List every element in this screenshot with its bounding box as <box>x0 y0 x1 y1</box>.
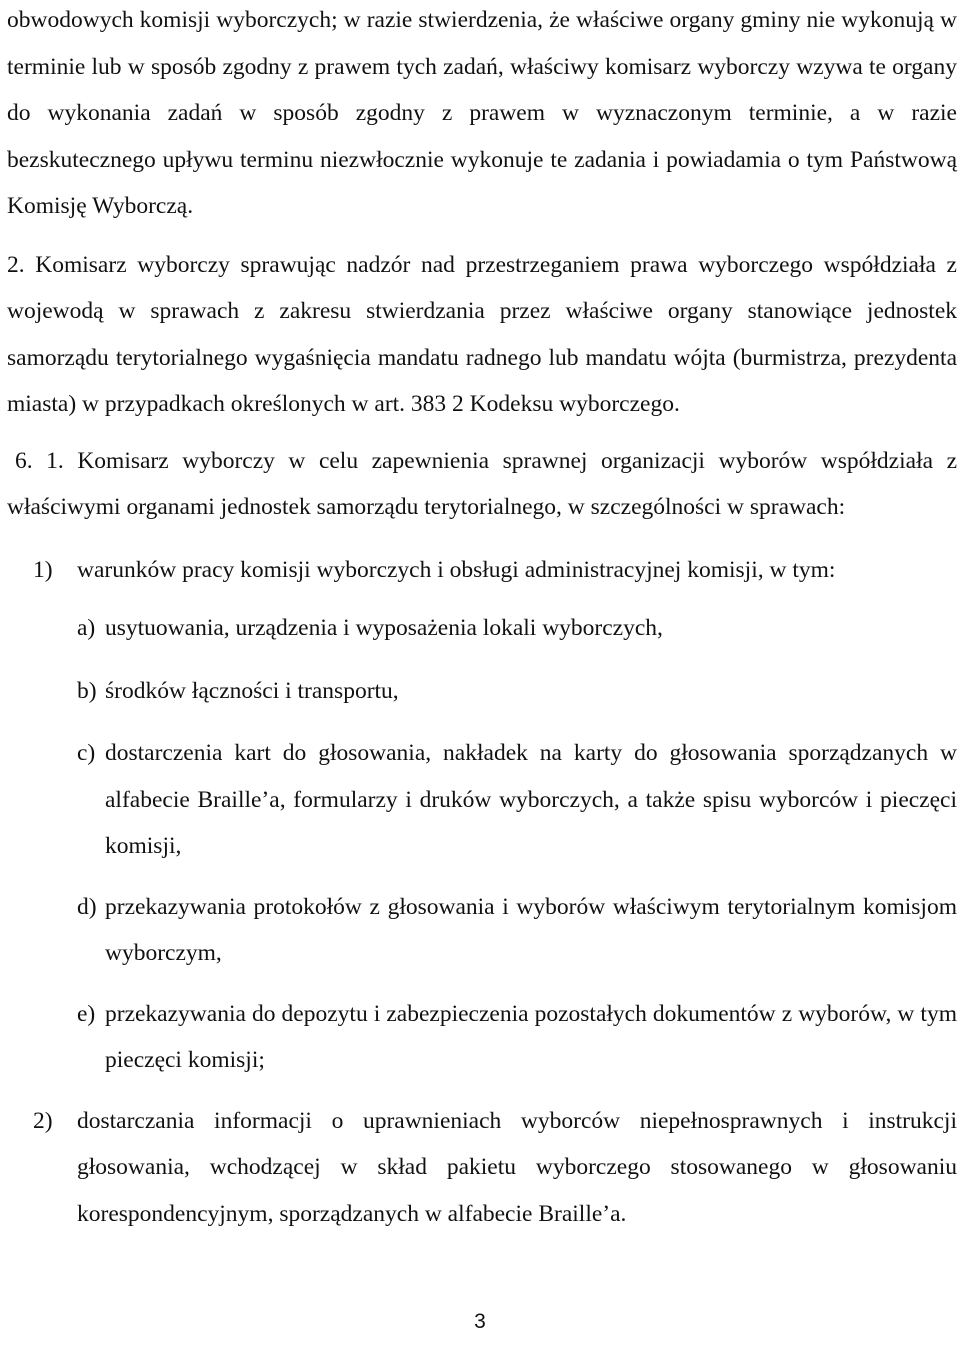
sublist-item-text: przekazywania protokołów z głosowania i wyborów właściwym terytorialnym komisjom wyborczym, <box>105 893 957 966</box>
sublist-item-c <box>7 730 957 870</box>
sublist-item-text: przekazywania do depozytu i zabezpieczenia pozostałych dokumentów z wyborów, w tym pieczęci komisji; <box>105 1000 957 1073</box>
list-item-text: dostarczania informacji o uprawnieniach wyborców niepełnosprawnych i instrukcji głosowania, wchodzącej w skład pakietu wyborczego stosowanego w głosowaniu korespondencyjnym, sporządzanych w alfabecie Braille’a. <box>77 1107 957 1227</box>
sublist-item-b <box>7 668 957 715</box>
sublist-item-text: środków łączności i transportu, <box>105 677 399 704</box>
sublist-marker: e) <box>77 1000 96 1027</box>
paragraph-2: 2. Komisarz wyborczy sprawując nadzór nad przestrzeganiem prawa wyborczego współdziała z wojewodą w sprawach z zakresu stwierdzania przez właściwe organy stanowiące jednostek samorządu terytorialnego wygaśnięcia mandatu radnego lub mandatu wójta (burmistrza, prezydenta miasta) w przypadkach określonych w art. 383 2 Kodeksu wyborczego. <box>7 251 957 417</box>
paragraph-6-1: 6. 1. Komisarz wyborczy w celu zapewnienia sprawnej organizacji wyborów współdziała z właściwymi organami jednostek samorządu terytorialnego, w szczególności w sprawach: <box>7 447 957 520</box>
list-item-1 <box>7 547 957 594</box>
sublist-marker: a) <box>77 615 96 641</box>
sublist-item-text: usytuowania, urządzenia i wyposażenia lokali wyborczych, <box>105 615 663 641</box>
list-item-2 <box>7 1098 957 1238</box>
sublist-item-e <box>7 991 957 1084</box>
sublist-marker: b) <box>77 677 97 704</box>
sublist-item-d <box>7 884 957 977</box>
sublist-marker: c) <box>77 740 96 766</box>
list-marker: 2) <box>33 1107 53 1134</box>
page-number: 3 <box>474 1310 486 1333</box>
list-item-text: warunków pracy komisji wyborczych i obsługi administracyjnej komisji, w tym: <box>77 556 836 583</box>
sublist-marker: d) <box>77 893 97 920</box>
list-marker: 1) <box>33 556 53 583</box>
sublist-item-text: dostarczenia kart do głosowania, nakładek na karty do głosowania sporządzanych w alfabecie Braille’a, formularzy i druków wyborczych, a także spisu wyborców i pieczęci komisji, <box>105 740 957 859</box>
paragraph-continuation: obwodowych komisji wyborczych; w razie stwierdzenia, że właściwe organy gminy nie wykonują w terminie lub w sposób zgodny z prawem tych zadań, właściwy komisarz wyborczy wzywa te organy do wykonania zadań w sposób zgodny z prawem w wyznaczonym terminie, a w razie bezskutecznego upływu terminu niezwłocznie wykonuje te zadania i powiadamia o tym Państwową Komisję Wyborczą. <box>7 7 957 219</box>
document-page <box>7 0 957 1237</box>
sublist-item-a <box>7 605 957 652</box>
